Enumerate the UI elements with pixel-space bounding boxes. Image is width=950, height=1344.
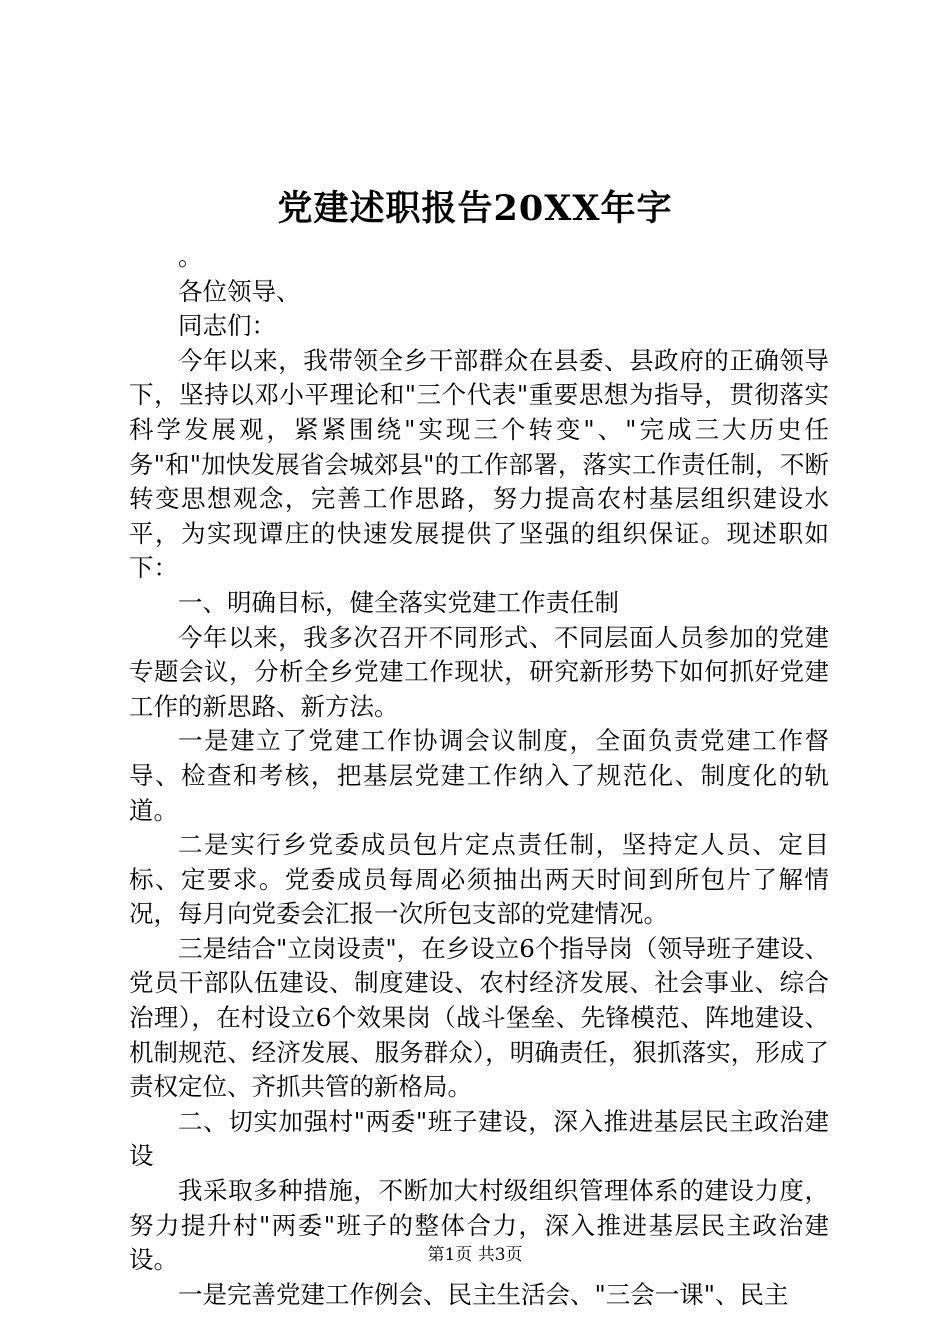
paragraph: 三是结合"立岗设责"，在乡设立6个指导岗（领导班子建设、党员干部队伍建设、制度建设、农村经济发展、社会事业、综合治理），在村设立6个效果岗（战斗堡垒、先锋模范、阵地建设、机制规范、经济发展、服务群众），明确责任，狠抓落实，形成了责权定位、齐抓共管的新格局。: [129, 933, 829, 1102]
document-body: [129, 240, 829, 1312]
section-heading: 一、明确目标，健全落实党建工作责任制: [178, 587, 619, 617]
salutation-comrades: 同志们：: [178, 311, 276, 341]
paragraph: 二是实行乡党委成员包片定点责任制，坚持定人员、定目标、定要求。党委成员每周必须抽出两天时间到所包片了解情况，每月向党委会汇报一次所包支部的党建情况。: [129, 830, 829, 929]
paragraph: 一是完善党建工作例会、民主生活会、"三会一课"、民主: [178, 1279, 789, 1309]
salutation-leaders: 各位领导、: [178, 276, 301, 306]
document-title: 党建述职报告20XX年字: [277, 188, 673, 229]
paragraph: 我采取多种措施，不断加大村级组织管理体系的建设力度，努力提升村"两委"班子的整体合力，深入推进基层民主政治建设。: [129, 1176, 829, 1275]
page-number: 第1页 共3页: [427, 1245, 523, 1265]
section-heading: 二、切实加强村"两委"班子建设，深入推进基层民主政治建设: [129, 1106, 829, 1171]
paragraph: 今年以来，我带领全乡干部群众在县委、县政府的正确领导下，坚持以邓小平理论和"三个代表"重要思想为指导，贯彻落实科学发展观，紧紧围绕"实现三个转变"、"完成三大历史任务"和"加快发展省会城郊县"的工作部署，落实工作责任制，不断转变思想观念，完善工作思路，努力提高农村基层组织建设水平，为实现谭庄的快速发展提供了坚强的组织保证。现述职如下：: [129, 345, 829, 583]
paragraph: 今年以来，我多次召开不同形式、不同层面人员参加的党建专题会议，分析全乡党建工作现状，研究新形势下如何抓好党建工作的新思路、新方法。: [129, 622, 829, 721]
paragraph: 。: [178, 242, 203, 271]
paragraph: 一是建立了党建工作协调会议制度，全面负责党建工作督导、检查和考核，把基层党建工作纳入了规范化、制度化的轨道。: [129, 726, 829, 825]
